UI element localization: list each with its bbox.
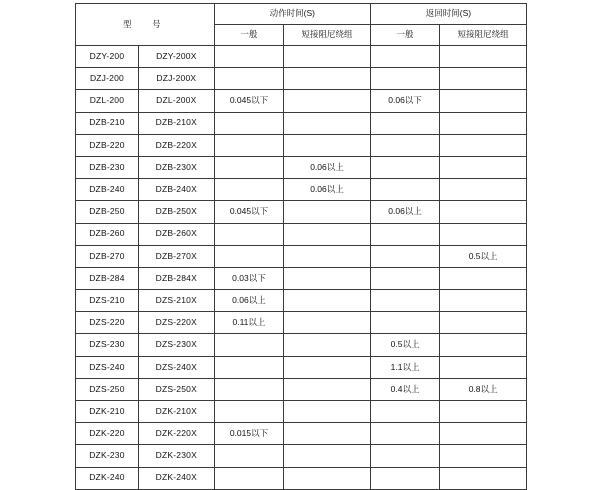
cell-return-general: [370, 290, 439, 312]
cell-model-b: DZS-250X: [138, 378, 214, 400]
table-row: [76, 68, 527, 90]
header-return-time: 返回时间(S): [370, 4, 526, 25]
cell-operate-general: [214, 401, 283, 423]
table-row: [76, 334, 527, 356]
cell-model-b: DZS-220X: [138, 312, 214, 334]
cell-operate-damping: [284, 290, 371, 312]
cell-model-b: DZB-230X: [138, 156, 214, 178]
cell-operate-damping: [284, 68, 371, 90]
cell-model-a: DZK-240: [76, 467, 139, 489]
header-operate-time: 动作时间(S): [214, 4, 370, 25]
cell-model-b: DZS-230X: [138, 334, 214, 356]
header-operate-general: 一般: [214, 25, 283, 46]
cell-operate-general: [214, 245, 283, 267]
cell-operate-general: 0.03以下: [214, 267, 283, 289]
table-row: [76, 312, 527, 334]
cell-return-damping: [440, 267, 527, 289]
cell-return-damping: 0.5以上: [440, 245, 527, 267]
cell-model-a: DZB-240: [76, 179, 139, 201]
cell-return-general: [370, 46, 439, 68]
table-row: [76, 378, 527, 400]
cell-operate-general: 0.015以下: [214, 423, 283, 445]
table-row: [76, 267, 527, 289]
cell-model-b: DZK-230X: [138, 445, 214, 467]
cell-return-general: [370, 467, 439, 489]
table-row: [76, 445, 527, 467]
table-row: [76, 201, 527, 223]
relay-spec-table: [75, 3, 527, 490]
cell-operate-damping: 0.06以上: [284, 179, 371, 201]
header-row-group: [76, 4, 527, 25]
header-return-general: 一般: [370, 25, 439, 46]
cell-model-a: DZS-220: [76, 312, 139, 334]
cell-return-general: [370, 156, 439, 178]
cell-operate-damping: [284, 201, 371, 223]
table-row: [76, 290, 527, 312]
cell-return-damping: [440, 68, 527, 90]
cell-return-general: [370, 68, 439, 90]
cell-operate-damping: 0.06以上: [284, 156, 371, 178]
cell-return-damping: [440, 401, 527, 423]
cell-model-a: DZS-210: [76, 290, 139, 312]
cell-model-a: DZS-250: [76, 378, 139, 400]
cell-return-damping: [440, 445, 527, 467]
cell-return-general: [370, 245, 439, 267]
cell-return-damping: [440, 312, 527, 334]
cell-return-general: 0.06以下: [370, 90, 439, 112]
cell-operate-general: 0.045以下: [214, 201, 283, 223]
cell-model-b: DZL-200X: [138, 90, 214, 112]
cell-model-a: DZS-240: [76, 356, 139, 378]
cell-model-b: DZS-240X: [138, 356, 214, 378]
cell-operate-general: [214, 112, 283, 134]
cell-operate-general: [214, 46, 283, 68]
cell-model-a: DZB-230: [76, 156, 139, 178]
table-row: [76, 156, 527, 178]
cell-model-b: DZB-250X: [138, 201, 214, 223]
cell-return-damping: [440, 46, 527, 68]
cell-return-damping: [440, 156, 527, 178]
cell-model-a: DZK-220: [76, 423, 139, 445]
cell-operate-damping: [284, 90, 371, 112]
table-header: [76, 4, 527, 46]
cell-model-a: DZB-210: [76, 112, 139, 134]
cell-operate-general: [214, 467, 283, 489]
cell-return-damping: [440, 356, 527, 378]
cell-return-damping: [440, 179, 527, 201]
cell-operate-damping: [284, 467, 371, 489]
cell-operate-general: 0.11以上: [214, 312, 283, 334]
cell-return-damping: [440, 290, 527, 312]
cell-operate-damping: [284, 334, 371, 356]
cell-return-general: 0.4以上: [370, 378, 439, 400]
cell-model-a: DZB-270: [76, 245, 139, 267]
table-row: [76, 46, 527, 68]
cell-operate-damping: [284, 134, 371, 156]
cell-return-general: [370, 423, 439, 445]
table-body: [76, 46, 527, 490]
cell-return-general: [370, 134, 439, 156]
cell-operate-damping: [284, 356, 371, 378]
cell-operate-damping: [284, 312, 371, 334]
cell-model-b: DZK-210X: [138, 401, 214, 423]
cell-model-a: DZB-220: [76, 134, 139, 156]
cell-operate-damping: [284, 245, 371, 267]
cell-model-a: DZY-200: [76, 46, 139, 68]
cell-model-b: DZY-200X: [138, 46, 214, 68]
cell-operate-damping: [284, 112, 371, 134]
cell-model-b: DZB-240X: [138, 179, 214, 201]
cell-model-b: DZB-284X: [138, 267, 214, 289]
cell-operate-general: [214, 378, 283, 400]
cell-return-damping: [440, 201, 527, 223]
header-return-damping: 短接阻尼绕组: [440, 25, 527, 46]
cell-return-damping: 0.8以上: [440, 378, 527, 400]
table-row: [76, 179, 527, 201]
cell-operate-damping: [284, 445, 371, 467]
table-row: [76, 245, 527, 267]
cell-operate-general: [214, 156, 283, 178]
cell-operate-damping: [284, 46, 371, 68]
table-row: [76, 356, 527, 378]
cell-operate-general: [214, 68, 283, 90]
cell-model-a: DZB-284: [76, 267, 139, 289]
cell-operate-damping: [284, 401, 371, 423]
header-operate-damping: 短接阻尼绕组: [284, 25, 371, 46]
cell-operate-general: [214, 356, 283, 378]
cell-return-general: 0.06以上: [370, 201, 439, 223]
cell-return-damping: [440, 223, 527, 245]
cell-model-a: DZS-230: [76, 334, 139, 356]
cell-operate-damping: [284, 223, 371, 245]
cell-model-a: DZK-210: [76, 401, 139, 423]
cell-operate-damping: [284, 267, 371, 289]
cell-return-damping: [440, 334, 527, 356]
cell-return-damping: [440, 467, 527, 489]
cell-operate-general: 0.06以上: [214, 290, 283, 312]
cell-return-damping: [440, 423, 527, 445]
cell-model-b: DZB-270X: [138, 245, 214, 267]
cell-model-a: DZB-250: [76, 201, 139, 223]
cell-return-general: [370, 179, 439, 201]
cell-return-general: 0.5以上: [370, 334, 439, 356]
cell-model-b: DZB-220X: [138, 134, 214, 156]
table-row: [76, 423, 527, 445]
cell-return-damping: [440, 134, 527, 156]
cell-return-general: [370, 312, 439, 334]
cell-operate-general: [214, 134, 283, 156]
cell-operate-damping: [284, 423, 371, 445]
cell-return-general: [370, 223, 439, 245]
cell-operate-general: [214, 334, 283, 356]
cell-model-b: DZS-210X: [138, 290, 214, 312]
cell-model-b: DZB-260X: [138, 223, 214, 245]
cell-model-a: DZB-260: [76, 223, 139, 245]
table-row: [76, 112, 527, 134]
cell-operate-general: 0.045以下: [214, 90, 283, 112]
cell-model-a: DZK-230: [76, 445, 139, 467]
cell-return-general: [370, 267, 439, 289]
cell-model-a: DZL-200: [76, 90, 139, 112]
cell-return-damping: [440, 112, 527, 134]
table-row: [76, 401, 527, 423]
header-model: 型 号: [76, 4, 215, 46]
table-row: [76, 467, 527, 489]
cell-operate-general: [214, 445, 283, 467]
table-row: [76, 134, 527, 156]
table-row: [76, 90, 527, 112]
cell-model-b: DZK-220X: [138, 423, 214, 445]
cell-model-a: DZJ-200: [76, 68, 139, 90]
cell-model-b: DZK-240X: [138, 467, 214, 489]
cell-return-general: [370, 401, 439, 423]
cell-operate-general: [214, 179, 283, 201]
cell-return-general: [370, 445, 439, 467]
table-row: [76, 223, 527, 245]
spec-table-container: [75, 3, 527, 483]
cell-operate-damping: [284, 378, 371, 400]
cell-return-general: [370, 112, 439, 134]
cell-model-b: DZJ-200X: [138, 68, 214, 90]
cell-model-b: DZB-210X: [138, 112, 214, 134]
cell-operate-general: [214, 223, 283, 245]
cell-return-damping: [440, 90, 527, 112]
cell-return-general: 1.1以上: [370, 356, 439, 378]
